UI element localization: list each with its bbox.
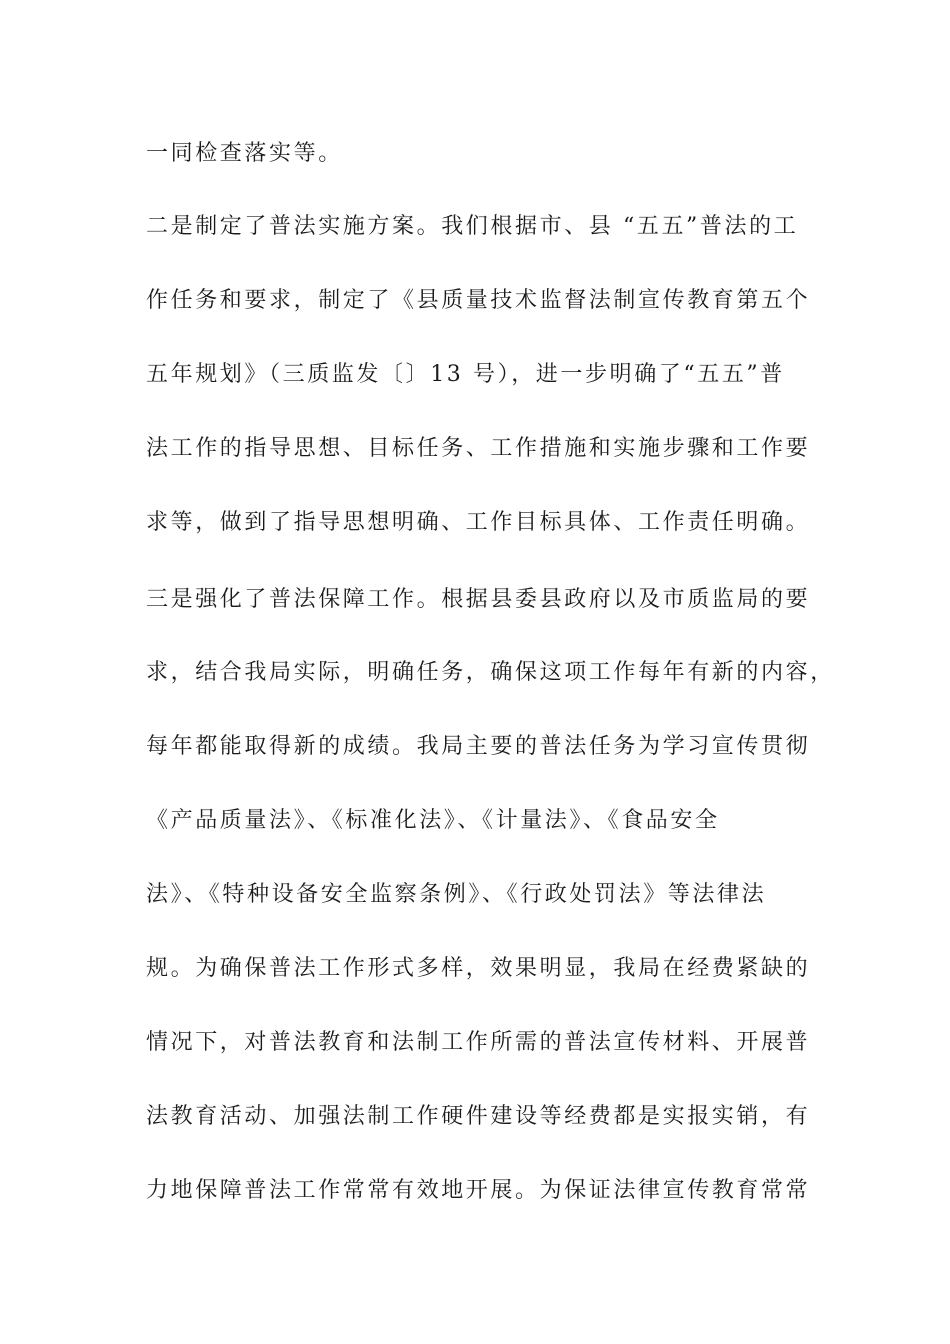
text-line: 《产品质量法》、《标准化法》、《计量法》、《食品安全	[146, 808, 720, 833]
text-line: 每年都能取得新的成绩。我局主要的普法任务为学习宣传贯彻	[146, 734, 811, 759]
text-line: 五年规划》（三质监发〔〕13 号），进一步明确了“五五”普	[146, 362, 785, 387]
text-line: 规。为确保普法工作形式多样，效果明显，我局在经费紧缺的	[146, 956, 811, 981]
text-line: 法教育活动、加强法制工作硬件建设等经费都是实报实销，有	[146, 1104, 811, 1129]
text-line: 求，结合我局实际，明确任务，确保这项工作每年有新的内容，	[146, 660, 835, 685]
text-line: 法工作的指导思想、目标任务、工作措施和实施步骤和工作要	[146, 436, 811, 461]
text-line: 力地保障普法工作常常有效地开展。为保证法律宣传教育常常	[146, 1178, 811, 1203]
text-line: 求等，做到了指导思想明确、工作目标具体、工作责任明确。	[146, 510, 811, 535]
text-line: 法》、《特种设备安全监察条例》、《行政处罚法》等法律法	[146, 882, 767, 907]
text-line: 一同检查落实等。	[146, 141, 343, 166]
text-line: 二是制定了普法实施方案。我们根据市、县 “五五”普法的工	[146, 214, 799, 239]
text-line: 三是强化了普法保障工作。根据县委县政府以及市质监局的要	[146, 587, 811, 612]
text-line: 作任务和要求，制定了《县质量技术监督法制宣传教育第五个	[146, 288, 811, 313]
text-line: 情况下，对普法教育和法制工作所需的普法宣传材料、开展普	[146, 1030, 811, 1055]
